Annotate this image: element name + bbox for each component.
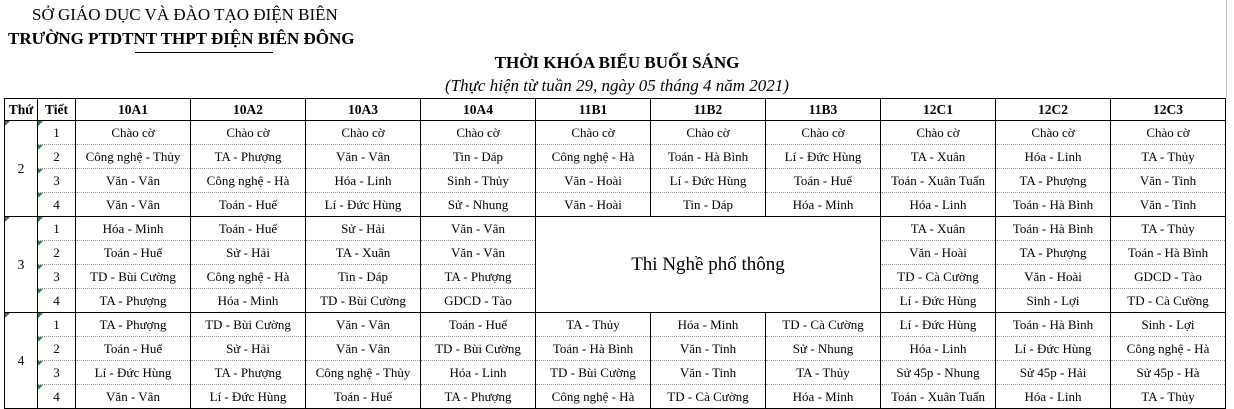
table-row (5, 193, 1226, 217)
period-cell[interactable] (38, 217, 76, 241)
period-number: 4 (53, 388, 60, 404)
period-number: 1 (53, 124, 60, 140)
lesson-cell[interactable]: TA - Xuân (881, 217, 996, 241)
cell-marker (5, 121, 10, 126)
col-header-class[interactable]: 11B1 (536, 99, 651, 121)
period-number: 1 (53, 220, 60, 236)
day-label: 4 (17, 352, 25, 368)
lesson-cell[interactable]: Toán - Xuân Tuấn (881, 385, 996, 409)
lesson-cell[interactable]: Sử - Nhung (766, 337, 881, 361)
lesson-cell[interactable]: Sử - Hải (191, 241, 306, 265)
lesson-cell[interactable]: Toán - Hà Bình (651, 145, 766, 169)
lesson-cell[interactable]: Toán - Hà Bình (996, 313, 1111, 337)
lesson-cell[interactable]: TD - Cà Cường (881, 265, 996, 289)
day-cell[interactable] (5, 313, 38, 409)
cell-marker (38, 337, 43, 342)
lesson-cell[interactable]: Toán - Huế (306, 385, 421, 409)
lesson-cell[interactable]: Chào cờ (996, 121, 1111, 145)
lesson-cell[interactable]: Sử 45p - Nhung (881, 361, 996, 385)
school-name: TRƯỜNG PTDTNT THPT ĐIỆN BIÊN ĐÔNG (8, 29, 355, 48)
cell-marker (38, 385, 43, 390)
lesson-cell[interactable]: Chào cờ (536, 121, 651, 145)
lesson-cell[interactable]: Hóa - Linh (996, 145, 1111, 169)
lesson-cell[interactable]: TA - Phượng (191, 361, 306, 385)
day-cell[interactable] (5, 217, 38, 313)
period-number: 3 (53, 172, 60, 188)
timetable-subtitle: (Thực hiện từ tuần 29, ngày 05 tháng 4 năm 2021) (445, 76, 789, 95)
lesson-cell[interactable]: Tin - Dáp (421, 145, 536, 169)
timetable-title: THỜI KHÓA BIỂU BUỔI SÁNG (494, 53, 740, 72)
col-header-class[interactable]: 12C3 (1111, 99, 1226, 121)
period-cell[interactable] (38, 145, 76, 169)
lesson-cell[interactable]: Sử 45p - Hà (1111, 361, 1226, 385)
lesson-cell[interactable]: Hóa - Minh (766, 193, 881, 217)
period-number: 4 (53, 196, 60, 212)
lesson-cell[interactable]: TD - Cà Cường (1111, 289, 1226, 313)
lesson-cell[interactable]: Văn - Vân (76, 169, 191, 193)
table-row (5, 121, 1226, 145)
lesson-cell[interactable]: Văn - Hoài (536, 169, 651, 193)
lesson-cell[interactable]: Chào cờ (421, 121, 536, 145)
period-cell[interactable] (38, 385, 76, 409)
lesson-cell[interactable]: Văn - Vân (76, 385, 191, 409)
sheet-edge (1226, 0, 1227, 98)
lesson-cell[interactable]: Toán - Huế (76, 241, 191, 265)
lesson-cell[interactable]: TA - Thủy (536, 313, 651, 337)
cell-marker (38, 361, 43, 366)
lesson-cell[interactable]: Hóa - Minh (76, 217, 191, 241)
col-header-class[interactable]: 10A4 (421, 99, 536, 121)
day-label: 3 (17, 256, 25, 272)
lesson-cell[interactable]: TA - Thủy (1111, 385, 1226, 409)
lesson-cell[interactable]: GDCD - Tào (1111, 265, 1226, 289)
period-cell[interactable] (38, 289, 76, 313)
col-header-period[interactable]: Tiết (38, 99, 76, 121)
day-cell[interactable] (5, 121, 38, 217)
lesson-cell[interactable]: Văn - Hoài (996, 265, 1111, 289)
day-label: 2 (17, 160, 25, 176)
lesson-cell[interactable]: Chào cờ (191, 121, 306, 145)
lesson-cell[interactable]: Lí - Đức Hùng (881, 313, 996, 337)
lesson-cell[interactable]: Hóa - Minh (191, 289, 306, 313)
lesson-cell[interactable]: Hóa - Linh (996, 385, 1111, 409)
lesson-cell[interactable]: Văn - Vân (421, 217, 536, 241)
lesson-cell[interactable]: TA - Phượng (76, 289, 191, 313)
lesson-cell[interactable]: TA - Phượng (421, 265, 536, 289)
lesson-cell[interactable]: Công nghệ - Thủy (76, 145, 191, 169)
lesson-cell[interactable]: Hóa - Linh (881, 337, 996, 361)
lesson-cell[interactable]: TA - Phượng (421, 385, 536, 409)
table-row (5, 385, 1226, 409)
lesson-cell[interactable]: Công nghệ - Hà (536, 145, 651, 169)
header-row (5, 99, 1226, 121)
lesson-cell[interactable]: Toán - Huế (191, 193, 306, 217)
lesson-cell[interactable]: TD - Bùi Cường (306, 289, 421, 313)
lesson-cell[interactable]: Văn - Hoài (881, 241, 996, 265)
period-cell[interactable] (38, 169, 76, 193)
lesson-cell[interactable]: Lí - Đức Hùng (191, 385, 306, 409)
lesson-cell[interactable]: TA - Thủy (766, 361, 881, 385)
period-cell[interactable] (38, 265, 76, 289)
lesson-cell[interactable]: Hóa - Linh (881, 193, 996, 217)
table-row (5, 361, 1226, 385)
lesson-cell[interactable]: Văn - Hoài (536, 193, 651, 217)
period-cell[interactable] (38, 193, 76, 217)
lesson-cell[interactable]: Sử - Nhung (421, 193, 536, 217)
lesson-cell[interactable]: Công nghệ - Thủy (306, 361, 421, 385)
lesson-cell[interactable]: GDCD - Tào (421, 289, 536, 313)
cell-marker (5, 313, 10, 318)
col-header-class[interactable]: 10A2 (191, 99, 306, 121)
lesson-cell[interactable]: TD - Bùi Cường (421, 337, 536, 361)
period-number: 3 (53, 268, 60, 284)
cell-marker (38, 241, 43, 246)
col-header-class[interactable]: 12C2 (996, 99, 1111, 121)
table-row (5, 313, 1226, 337)
lesson-cell[interactable]: Hóa - Minh (766, 385, 881, 409)
lesson-cell[interactable]: Lí - Đức Hùng (996, 337, 1111, 361)
lesson-cell[interactable]: TD - Bùi Cường (76, 265, 191, 289)
lesson-cell[interactable]: TA - Phượng (76, 313, 191, 337)
lesson-cell[interactable]: Văn - Vân (421, 241, 536, 265)
table-row (5, 217, 1226, 241)
lesson-cell[interactable]: TD - Cà Cường (651, 385, 766, 409)
lesson-cell[interactable]: Toán - Hà Bình (536, 337, 651, 361)
lesson-cell[interactable]: Văn - Tinh (651, 361, 766, 385)
lesson-cell[interactable]: Văn - Vân (306, 313, 421, 337)
col-header-class[interactable]: 10A3 (306, 99, 421, 121)
lesson-cell[interactable]: TD - Bùi Cường (191, 313, 306, 337)
period-number: 1 (53, 316, 60, 332)
lesson-cell[interactable]: Toán - Hà Bình (996, 217, 1111, 241)
exam-merged-cell[interactable]: Thi Nghề phổ thông (536, 217, 881, 313)
period-number: 2 (53, 340, 60, 356)
cell-marker (38, 145, 43, 150)
cell-marker (38, 265, 43, 270)
lesson-cell[interactable]: Chào cờ (306, 121, 421, 145)
lesson-cell[interactable]: Tin - Dáp (651, 193, 766, 217)
period-cell[interactable] (38, 361, 76, 385)
period-number: 2 (53, 244, 60, 260)
lesson-cell[interactable]: Chào cờ (651, 121, 766, 145)
lesson-cell[interactable]: Sinh - Lợi (996, 289, 1111, 313)
col-header-day[interactable]: Thứ (5, 99, 38, 121)
lesson-cell[interactable]: Sinh - Thủy (421, 169, 536, 193)
period-cell[interactable] (38, 313, 76, 337)
cell-marker (38, 313, 43, 318)
lesson-cell[interactable]: Lí - Đức Hùng (766, 145, 881, 169)
lesson-cell[interactable]: TA - Phượng (996, 169, 1111, 193)
lesson-cell[interactable]: Chào cờ (881, 121, 996, 145)
period-cell[interactable] (38, 241, 76, 265)
lesson-cell[interactable]: Sinh - Lợi (1111, 313, 1226, 337)
lesson-cell[interactable]: Văn - Vân (306, 145, 421, 169)
lesson-cell[interactable]: Toán - Xuân Tuấn (881, 169, 996, 193)
table-row (5, 337, 1226, 361)
lesson-cell[interactable]: Văn - Tinh (1111, 193, 1226, 217)
col-header-class[interactable]: 12C1 (881, 99, 996, 121)
lesson-cell[interactable]: Chào cờ (1111, 121, 1226, 145)
cell-marker (38, 289, 43, 294)
lesson-cell[interactable]: Tin - Dáp (306, 265, 421, 289)
lesson-cell[interactable]: TA - Thủy (1111, 145, 1226, 169)
lesson-cell[interactable]: Lí - Đức Hùng (881, 289, 996, 313)
lesson-cell[interactable]: Công nghệ - Hà (1111, 337, 1226, 361)
lesson-cell[interactable]: Toán - Huế (191, 217, 306, 241)
lesson-cell[interactable]: Toán - Huế (766, 169, 881, 193)
lesson-cell[interactable]: Toán - Huế (76, 337, 191, 361)
lesson-cell[interactable]: Công nghệ - Hà (536, 385, 651, 409)
lesson-cell[interactable]: Lí - Đức Hùng (76, 361, 191, 385)
period-number: 3 (53, 364, 60, 380)
lesson-cell[interactable]: Sử 45p - Hải (996, 361, 1111, 385)
cell-marker (38, 217, 43, 222)
lesson-cell[interactable]: TD - Cà Cường (766, 313, 881, 337)
lesson-cell[interactable]: TA - Phượng (191, 145, 306, 169)
lesson-cell[interactable]: Toán - Hà Bình (996, 193, 1111, 217)
lesson-cell[interactable]: Sử - Hải (191, 337, 306, 361)
period-cell[interactable] (38, 337, 76, 361)
cell-marker (38, 193, 43, 198)
period-number: 2 (53, 148, 60, 164)
department-name: SỞ GIÁO DỤC VÀ ĐÀO TẠO ĐIỆN BIÊN (32, 5, 338, 24)
lesson-cell[interactable]: Lí - Đức Hùng (651, 169, 766, 193)
lesson-cell[interactable]: Toán - Hà Bình (1111, 241, 1226, 265)
lesson-cell[interactable]: Hóa - Linh (421, 361, 536, 385)
lesson-cell[interactable]: Văn - Vân (76, 193, 191, 217)
lesson-cell[interactable]: Chào cờ (766, 121, 881, 145)
lesson-cell[interactable]: Công nghệ - Hà (191, 265, 306, 289)
cell-marker (5, 217, 10, 222)
lesson-cell[interactable]: Lí - Đức Hùng (306, 193, 421, 217)
lesson-cell[interactable]: Văn - Vân (306, 337, 421, 361)
lesson-cell[interactable]: Văn - Tinh (1111, 169, 1226, 193)
period-cell[interactable] (38, 121, 76, 145)
lesson-cell[interactable]: TA - Xuân (881, 145, 996, 169)
lesson-cell[interactable]: TA - Phượng (996, 241, 1111, 265)
col-header-class[interactable]: 11B3 (766, 99, 881, 121)
cell-marker (38, 121, 43, 126)
period-number: 4 (53, 292, 60, 308)
col-header-class[interactable]: 10A1 (76, 99, 191, 121)
lesson-cell[interactable]: Toán - Huế (421, 313, 536, 337)
timetable (4, 98, 1226, 409)
table-row (5, 169, 1226, 193)
lesson-cell[interactable]: Văn - Tinh (651, 337, 766, 361)
lesson-cell[interactable]: Công nghệ - Hà (191, 169, 306, 193)
cell-marker (38, 169, 43, 174)
lesson-cell[interactable]: TA - Xuân (306, 241, 421, 265)
lesson-cell[interactable]: TA - Thủy (1111, 217, 1226, 241)
lesson-cell[interactable]: Chào cờ (76, 121, 191, 145)
lesson-cell[interactable]: TD - Bùi Cường (536, 361, 651, 385)
lesson-cell[interactable]: Hóa - Linh (306, 169, 421, 193)
table-row (5, 145, 1226, 169)
lesson-cell[interactable]: Hóa - Minh (651, 313, 766, 337)
col-header-class[interactable]: 11B2 (651, 99, 766, 121)
lesson-cell[interactable]: Sử - Hải (306, 217, 421, 241)
